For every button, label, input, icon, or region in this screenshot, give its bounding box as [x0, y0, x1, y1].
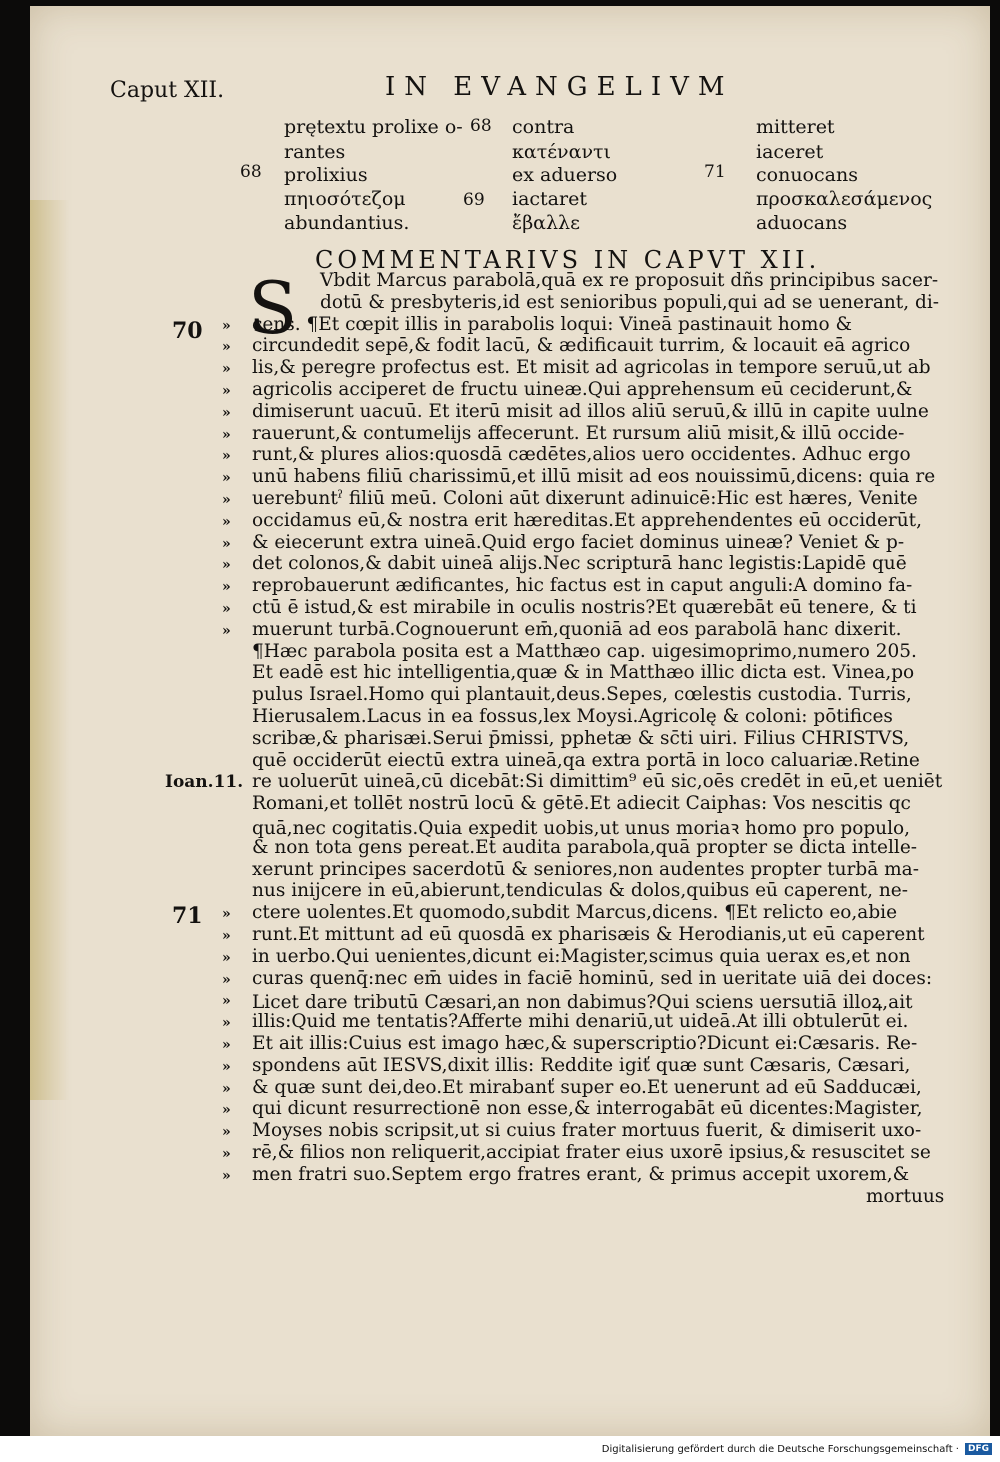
- quotation-mark: »: [222, 622, 231, 639]
- page-stain: [30, 200, 70, 1100]
- quotation-mark: »: [222, 601, 231, 617]
- glossary-num-68b: 68: [240, 162, 262, 182]
- footer-bar: [0, 1436, 1000, 1462]
- quotation-mark: »: [222, 579, 231, 596]
- glossary-col3-entry: conuocans: [756, 164, 858, 186]
- glossary-num-71: 71: [704, 162, 726, 182]
- quotation-mark: »: [222, 404, 231, 421]
- glossary-col3-entry: aduocans: [756, 212, 848, 234]
- glossary-col2-entry: κατέναντι: [512, 141, 611, 163]
- footer-text: Digitalisierung gefördert durch die Deutsche Forschungsgemeinschaft ·: [601, 1443, 959, 1455]
- text-line: rē,& filios non reliquerit,accipiat frater eius uxorē ipsius,& resuscitet se: [252, 1142, 931, 1163]
- quotation-mark: »: [222, 513, 231, 530]
- text-line: illis:Quid me tentatis?Afferte mihi denariū,ut uideā.At illi obtulerūt ei.: [252, 1011, 909, 1033]
- quotation-mark: »: [222, 448, 231, 465]
- quotation-mark: »: [222, 535, 231, 552]
- text-line: re uoluerūt uineā,cū dicebāt:Si dimittim⁹ eū sic,oēs credēt in eū,et ueniēt: [252, 771, 943, 793]
- glossary-col1-entry: prętextu prolixe o-: [284, 116, 463, 138]
- quotation-mark: »: [222, 317, 231, 334]
- quotation-mark: »: [222, 906, 231, 923]
- quotation-mark: »: [222, 383, 231, 399]
- commentary-title: COMMENTARIVS IN CAPVT XII.: [315, 246, 821, 274]
- glossary-col1-entry: πηιοσότεζομ: [284, 188, 406, 210]
- quotation-mark: »: [222, 1124, 231, 1141]
- text-line: & non tota gens pereat.Et audita parabola,quā propter se dicta intelle-: [252, 836, 918, 858]
- margin-number-71: 71: [172, 903, 203, 929]
- glossary-col2-entry: ἔβαλλε: [512, 212, 580, 234]
- glossary-num-68a: 68: [470, 116, 492, 136]
- glossary-col3-entry: προσκαλεσάμενος: [756, 188, 933, 210]
- text-line: ctere uolentes.Et quomodo,subdit Marcus,dicens. ¶Et relicto eo,abie: [252, 902, 898, 924]
- text-line: ctū ē istud,& est mirabile in oculis nostris?Et quærebāt eū tenere, & ti: [252, 597, 917, 618]
- quotation-mark: »: [222, 1146, 231, 1162]
- quotation-mark: »: [222, 470, 231, 487]
- text-line: pulus Israel.Homo qui plantauit,deus.Sepes, cœlestis custodia. Turris,: [252, 684, 912, 706]
- text-line: & quæ sunt dei,deo.Et mirabanť super eo.Et uenerunt ad eū Sadducæi,: [252, 1076, 922, 1098]
- chapter-label: Caput XII.: [110, 78, 225, 103]
- text-line: & eiecerunt extra uineā.Quid ergo faciet dominus uineæ? Veniet & p-: [252, 531, 905, 553]
- quotation-mark: »: [222, 1037, 231, 1053]
- text-line: Hierusalem.Lacus in ea fossus,lex Moysi.Agricolę & coloni: pōtifices: [252, 706, 893, 727]
- quotation-mark: »: [222, 1015, 231, 1032]
- text-line: dimiserunt uacuū. Et iterū misit ad illos aliū seruū,& illū in capite uulne: [252, 400, 929, 422]
- glossary-col3-entry: mitteret: [756, 116, 835, 138]
- quotation-mark: »: [222, 1080, 231, 1097]
- text-line: Et ait illis:Cuius est imago hæc,& superscriptio?Dicunt ei:Cæsaris. Re-: [252, 1033, 918, 1054]
- glossary-col1-entry: rantes: [284, 141, 346, 163]
- text-line: curas quenq̄:nec em̄ uides in faciē hominū, sed in ueritate uiā dei doces:: [252, 967, 933, 989]
- text-line: agricolis acciperet de fructu uineæ.Qui apprehensum eū ceciderunt,&: [252, 379, 913, 400]
- text-line: lis,& peregre profectus est. Et misit ad agricolas in tempore seruū,ut ab: [252, 357, 931, 379]
- text-line: in uerbo.Qui uenientes,dicunt ei:Magister,scimus quia uerax es,et non: [252, 945, 911, 967]
- dfg-logo: DFG: [965, 1443, 992, 1455]
- text-line: mortuus: [866, 1185, 945, 1207]
- text-line: runt,& plures alios:quosdā cædētes,alios uero occidentes. Adhuc ergo: [252, 444, 911, 466]
- glossary-num-69: 69: [463, 190, 485, 210]
- text-line: dotū & presbyteris,id est senioribus populi,qui ad se uenerant, di-: [320, 291, 940, 313]
- running-title: IN EVANGELIVM: [385, 72, 734, 102]
- text-line: Et eadē est hic intelligentia,quæ & in Matthæo illic dicta est. Vinea,po: [252, 662, 915, 684]
- quotation-mark: »: [222, 1058, 231, 1075]
- text-line: cens. ¶Et cœpit illis in parabolis loqui: Vineā pastinauit homo &: [252, 313, 852, 335]
- text-line: scribæ,& pharisæi.Serui p̄missi, pphetæ & sc̄ti uiri. Filius CHRISTVS,: [252, 727, 910, 749]
- quotation-mark: »: [222, 1167, 231, 1184]
- text-line: reprobauerunt ædificantes, hic factus est in caput anguli:A domino fa-: [252, 575, 913, 597]
- quotation-mark: »: [222, 426, 231, 443]
- text-line: ¶Hæc parabola posita est a Matthæo cap. uigesimoprimo,numero 205.: [252, 640, 917, 662]
- text-line: Licet dare tributū Cæsari,an non dabimus?Qui sciens uersutiā illoꝝ,ait: [252, 992, 913, 1014]
- drop-cap: S: [248, 266, 298, 350]
- glossary-col3-entry: iaceret: [756, 141, 824, 163]
- text-line: xerunt principes sacerdotū & seniores,non audentes propter turbā ma-: [252, 858, 919, 880]
- quotation-mark: »: [222, 949, 231, 966]
- quotation-mark: »: [222, 928, 231, 944]
- glossary-col1-entry: abundantius.: [284, 212, 410, 234]
- glossary-col1-entry: prolixius: [284, 164, 368, 186]
- glossary-col2-entry: contra: [512, 116, 575, 138]
- quotation-mark: »: [222, 557, 231, 574]
- text-line: occidamus eū,& nostra erit hæreditas.Et apprehendentes eū occiderūt,: [252, 509, 922, 531]
- text-line: Romani,et tollēt nostrū locū & gētē.Et adiecit Caiphas: Vos nescitis qc: [252, 793, 911, 815]
- quotation-mark: »: [222, 993, 231, 1010]
- text-line: uerebuntˀ filiū meū. Coloni aūt dixerunt adinuicē:Hic est hæres, Venite: [252, 488, 918, 509]
- quotation-mark: »: [222, 339, 231, 356]
- text-line: muerunt turbā.Cognouerunt em̄,quoniā ad eos parabolā hanc dixerit.: [252, 618, 902, 640]
- margin-reference: Ioan.11.: [165, 772, 244, 792]
- text-line: Moyses nobis scripsit,ut si cuius frater mortuus fuerit, & dimiserit uxo-: [252, 1120, 922, 1142]
- glossary-col2-entry: ex aduerso: [512, 164, 618, 186]
- text-line: men fratri suo.Septem ergo fratres erant, & primus accepit uxorem,&: [252, 1163, 910, 1185]
- text-line: spondens aūt IESVS,dixit illis: Reddite igiť quæ sunt Cæsaris, Cæsari,: [252, 1054, 911, 1076]
- text-line: runt.Et mittunt ad eū quosdā ex pharisæis & Herodianis,ut eū caperent: [252, 924, 925, 945]
- text-line: Vbdit Marcus parabolā,quā ex re proposuit dñs principibus sacer-: [320, 270, 939, 291]
- margin-number-70: 70: [172, 318, 203, 344]
- text-line: unū habens filiū charissimū,et illū misit ad eos nouissimū,dicens: quia re: [252, 466, 936, 488]
- text-line: circundedit sepē,& fodit lacū, & ædificauit turrim, & locauit eā agrico: [252, 335, 911, 357]
- quotation-mark: »: [222, 1102, 231, 1119]
- text-line: nus inijcere in eū,abierunt,tendiculas & dolos,quibus eū caperent, ne-: [252, 880, 909, 902]
- glossary-col2-entry: iactaret: [512, 188, 587, 210]
- quotation-mark: »: [222, 361, 231, 378]
- quotation-mark: »: [222, 492, 231, 508]
- text-line: det colonos,& dabit uineā alijs.Nec scripturā hanc legistis:Lapidē quē: [252, 553, 907, 575]
- quotation-mark: »: [222, 971, 231, 988]
- text-line: qui dicunt resurrectionē non esse,& interrogabāt eū dicentes:Magister,: [252, 1098, 923, 1120]
- text-line: rauerunt,& contumelijs affecerunt. Et rursum aliū misit,& illū occide-: [252, 422, 905, 444]
- text-line: quā,nec cogitatis.Quia expedit uobis,ut unus moriaꝛ homo pro populo,: [252, 818, 911, 839]
- text-line: quē occiderūt eiectū extra uineā,qa extra portā in loco caluariæ.Retine: [252, 749, 920, 771]
